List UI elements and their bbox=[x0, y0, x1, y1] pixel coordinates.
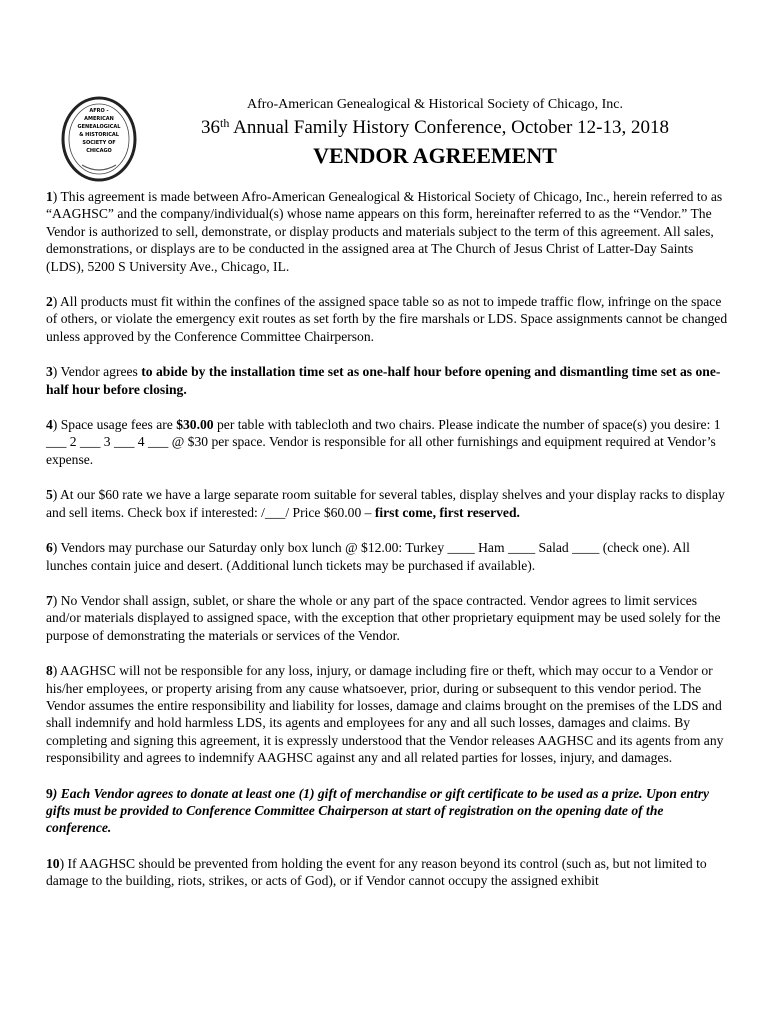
logo-line: & HISTORICAL bbox=[79, 132, 119, 138]
agreement-body bbox=[46, 188, 728, 908]
logo-line: SOCIETY OF bbox=[82, 140, 116, 146]
logo-line: GENEALOGICAL bbox=[77, 124, 121, 130]
logo-line: AFRO - bbox=[89, 108, 109, 114]
paragraph-8 bbox=[46, 662, 728, 766]
logo-line: AMERICAN bbox=[84, 116, 114, 122]
paragraph-text: ) Space usage fees are bbox=[52, 417, 177, 433]
paragraph-number: 5 bbox=[46, 487, 53, 503]
paragraph-number: 4 bbox=[46, 417, 53, 433]
paragraph-5 bbox=[46, 486, 728, 521]
paragraph-1 bbox=[46, 188, 728, 275]
paragraph-9 bbox=[46, 785, 728, 837]
paragraph-text: ) Vendor agrees bbox=[52, 364, 142, 380]
paragraph-number: 3 bbox=[46, 364, 53, 380]
paragraph-2 bbox=[46, 293, 728, 345]
paragraph-text: ) If AAGHSC should be prevented from holding the event for any reason beyond its control (such as, but not limited to damage to the building, riots, strikes, or acts of God), or if Vendor cannot occupy the assigned exhibit bbox=[46, 855, 707, 889]
paragraph-bold-text: first come, first reserved. bbox=[374, 504, 520, 520]
paragraph-number: 7 bbox=[46, 592, 53, 608]
paragraph-text: ) AAGHSC will not be responsible for any loss, injury, or damage including fire or theft, which may occur to a Vendor or his/her employees, or property arising from any cause whatsoever, prior, during or subsequent to this vendor period. The Vendor assumes the entire responsibility and liability for losses, damage and claims brought on the premises of the LDS and shall indemnify and hold harmless LDS, its agents and employees for any and all such losses, damages and claims. By completing and signing this agreement, it is expressly understood that the Vendor releases AAGHSC and its agents from any responsibility and agrees to indemnify AAGHSC against any and all related parties for losses, injury, and damages. bbox=[46, 663, 724, 766]
society-seal-graphic bbox=[60, 95, 138, 183]
paragraph-6 bbox=[46, 539, 728, 574]
paragraph-7 bbox=[46, 592, 728, 644]
paragraph-number: 9 bbox=[46, 785, 53, 801]
paragraph-text: ) This agreement is made between Afro-American Genealogical & Historical Society of Chicago, Inc., herein referred to as “AAGHSC” and the company/individual(s) whose name appears on this form, hereinafter referred to as the “Vendor.” The Vendor is authorized to sell, demonstrate, or display products and materials subject to the term of this agreement. All sales, demonstrations, or displays are to be conducted in the assigned area at The Church of Jesus Christ of Latter-Day Saints (LDS), 5200 S University Ave., Chicago, IL. bbox=[46, 189, 723, 274]
fee-amount: $30.00 bbox=[176, 417, 214, 433]
paragraph-10 bbox=[46, 855, 728, 890]
conference-ordinal-suffix: th bbox=[220, 116, 230, 130]
paragraph-number: 10 bbox=[46, 855, 60, 871]
paragraph-bold-italic-text: ) Each Vendor agrees to donate at least one (1) gift of merchandise or gift certificate to be used as a prize. Upon entry gifts must be provided to Conference Committee Chairperson at start of registration on the opening date of the conference. bbox=[46, 785, 710, 836]
paragraph-text: ) Vendors may purchase our Saturday only box lunch @ $12.00: Turkey ____ Ham ____ Salad ____ (check one). All lunches contain juice and desert. (Additional lunch tickets may be purchased if available). bbox=[46, 540, 690, 573]
paragraph-text: ) No Vendor shall assign, sublet, or share the whole or any part of the space contracted. Vendor agrees to limit services and/or materials displayed to assigned space, with the exception that other proprietary equipment may be used solely for the purpose of demonstrating the materials or services of the Vendor. bbox=[46, 592, 721, 643]
paragraph-number: 1 bbox=[46, 189, 53, 204]
conference-title-text: Annual Family History Conference, October 12-13, 2018 bbox=[229, 117, 669, 138]
paragraph-4 bbox=[46, 416, 728, 468]
paragraph-bold-text: to abide by the installation time set as one-half hour before opening and dismantling time set as one-half hour before closing. bbox=[46, 364, 721, 397]
organization-name: Afro-American Genealogical & Historical Society of Chicago, Inc. bbox=[247, 97, 623, 112]
paragraph-number: 2 bbox=[46, 294, 53, 310]
logo-line: CHICAGO bbox=[86, 148, 112, 154]
document-title: VENDOR AGREEMENT bbox=[313, 143, 557, 168]
paragraph-text: ) All products must fit within the confines of the assigned space table so as not to impede traffic flow, infringe on the space of others, or violate the emergency exit routes as set forth by the fire marshals or LDS. Space assignments cannot be changed unless approved by the Conference Committee Chairperson. bbox=[46, 294, 728, 344]
paragraph-3 bbox=[46, 363, 728, 398]
conference-ordinal: 36 bbox=[201, 117, 221, 138]
society-seal-logo bbox=[60, 95, 138, 183]
conference-title bbox=[140, 116, 730, 139]
paragraph-number: 8 bbox=[46, 663, 53, 679]
paragraph-text: ) At our $60 rate we have a large separate room suitable for several tables, display shelves and your display racks to display and sell items. Check box if interested: /___/ Price $60.00 – bbox=[46, 487, 725, 520]
paragraph-text: per table with tablecloth and two chairs. Please indicate the number of space(s) you desire: 1 ___ 2 ___ 3 ___ 4 ___ @ $30 per space. Vendor is responsible for all other furnishings and equipment required at Vendor’s expense. bbox=[46, 417, 721, 467]
paragraph-number: 6 bbox=[46, 540, 53, 556]
